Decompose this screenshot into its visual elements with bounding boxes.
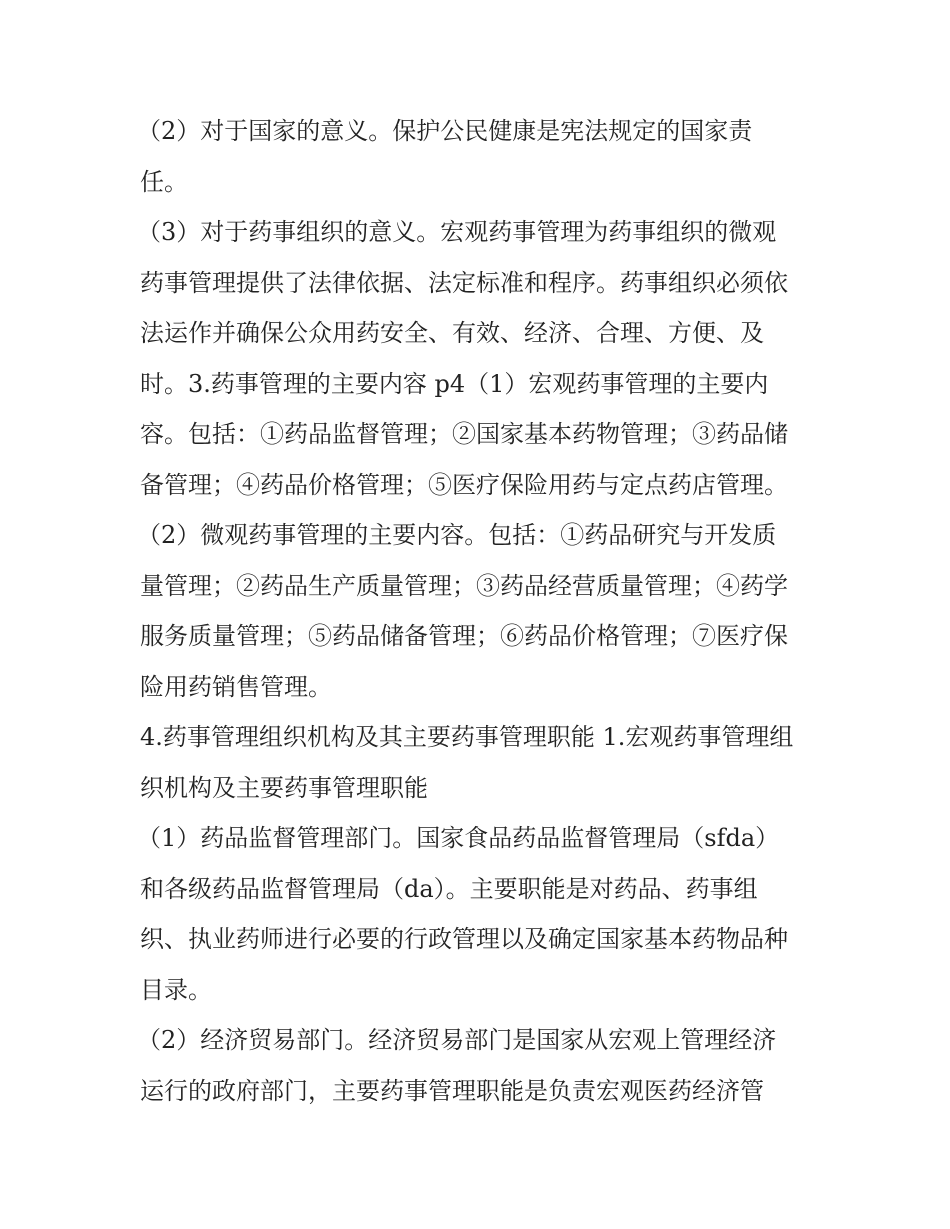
text-line: （2）经济贸易部门。经济贸易部门是国家从宏观上管理经济: [137, 1026, 777, 1054]
text-line: 法运作并确保公众用药安全、有效、经济、合理、方便、及: [140, 319, 764, 347]
text-line: 药事管理提供了法律依据、法定标准和程序。药事组织必须依: [140, 268, 788, 297]
text-line: 运行的政府部门，主要药事管理职能是负责宏观医药经济管: [140, 1076, 764, 1105]
text-line: （3）对于药事组织的意义。宏观药事管理为药事组织的微观: [137, 218, 777, 246]
text-line: 织机构及主要药事管理职能: [140, 773, 428, 802]
text-line: 时。3.药事管理的主要内容 p4（1）宏观药事管理的主要内: [140, 369, 769, 398]
text-line: 任。: [140, 167, 188, 196]
text-line: （1）药品监督管理部门。国家食品药品监督管理局（sfda）: [137, 824, 780, 852]
text-line: 险用药销售管理。: [140, 672, 332, 701]
text-line: 容。包括：①药品监督管理；②国家基本药物管理；③药品储: [140, 420, 788, 448]
text-line: （2）对于国家的意义。保护公民健康是宪法规定的国家责: [137, 117, 753, 145]
text-line: 目录。: [140, 975, 212, 1004]
text-line: 4.药事管理组织机构及其主要药事管理职能 1.宏观药事管理组: [140, 723, 794, 751]
text-line: 备管理；④药品价格管理；⑤医疗保险用药与定点药店管理。: [140, 470, 788, 499]
text-line: 服务质量管理；⑤药品储备管理；⑥药品价格管理；⑦医疗保: [140, 622, 788, 650]
text-line: （2）微观药事管理的主要内容。包括：①药品研究与开发质: [137, 521, 777, 549]
text-line: 量管理；②药品生产质量管理；③药品经营质量管理；④药学: [140, 571, 788, 600]
document-body: [137, 106, 820, 1116]
text-line: 和各级药品监督管理局（da）。主要职能是对药品、药事组: [140, 874, 758, 903]
text-line: 织、执业药师进行必要的行政管理以及确定国家基本药物品种: [140, 925, 788, 953]
